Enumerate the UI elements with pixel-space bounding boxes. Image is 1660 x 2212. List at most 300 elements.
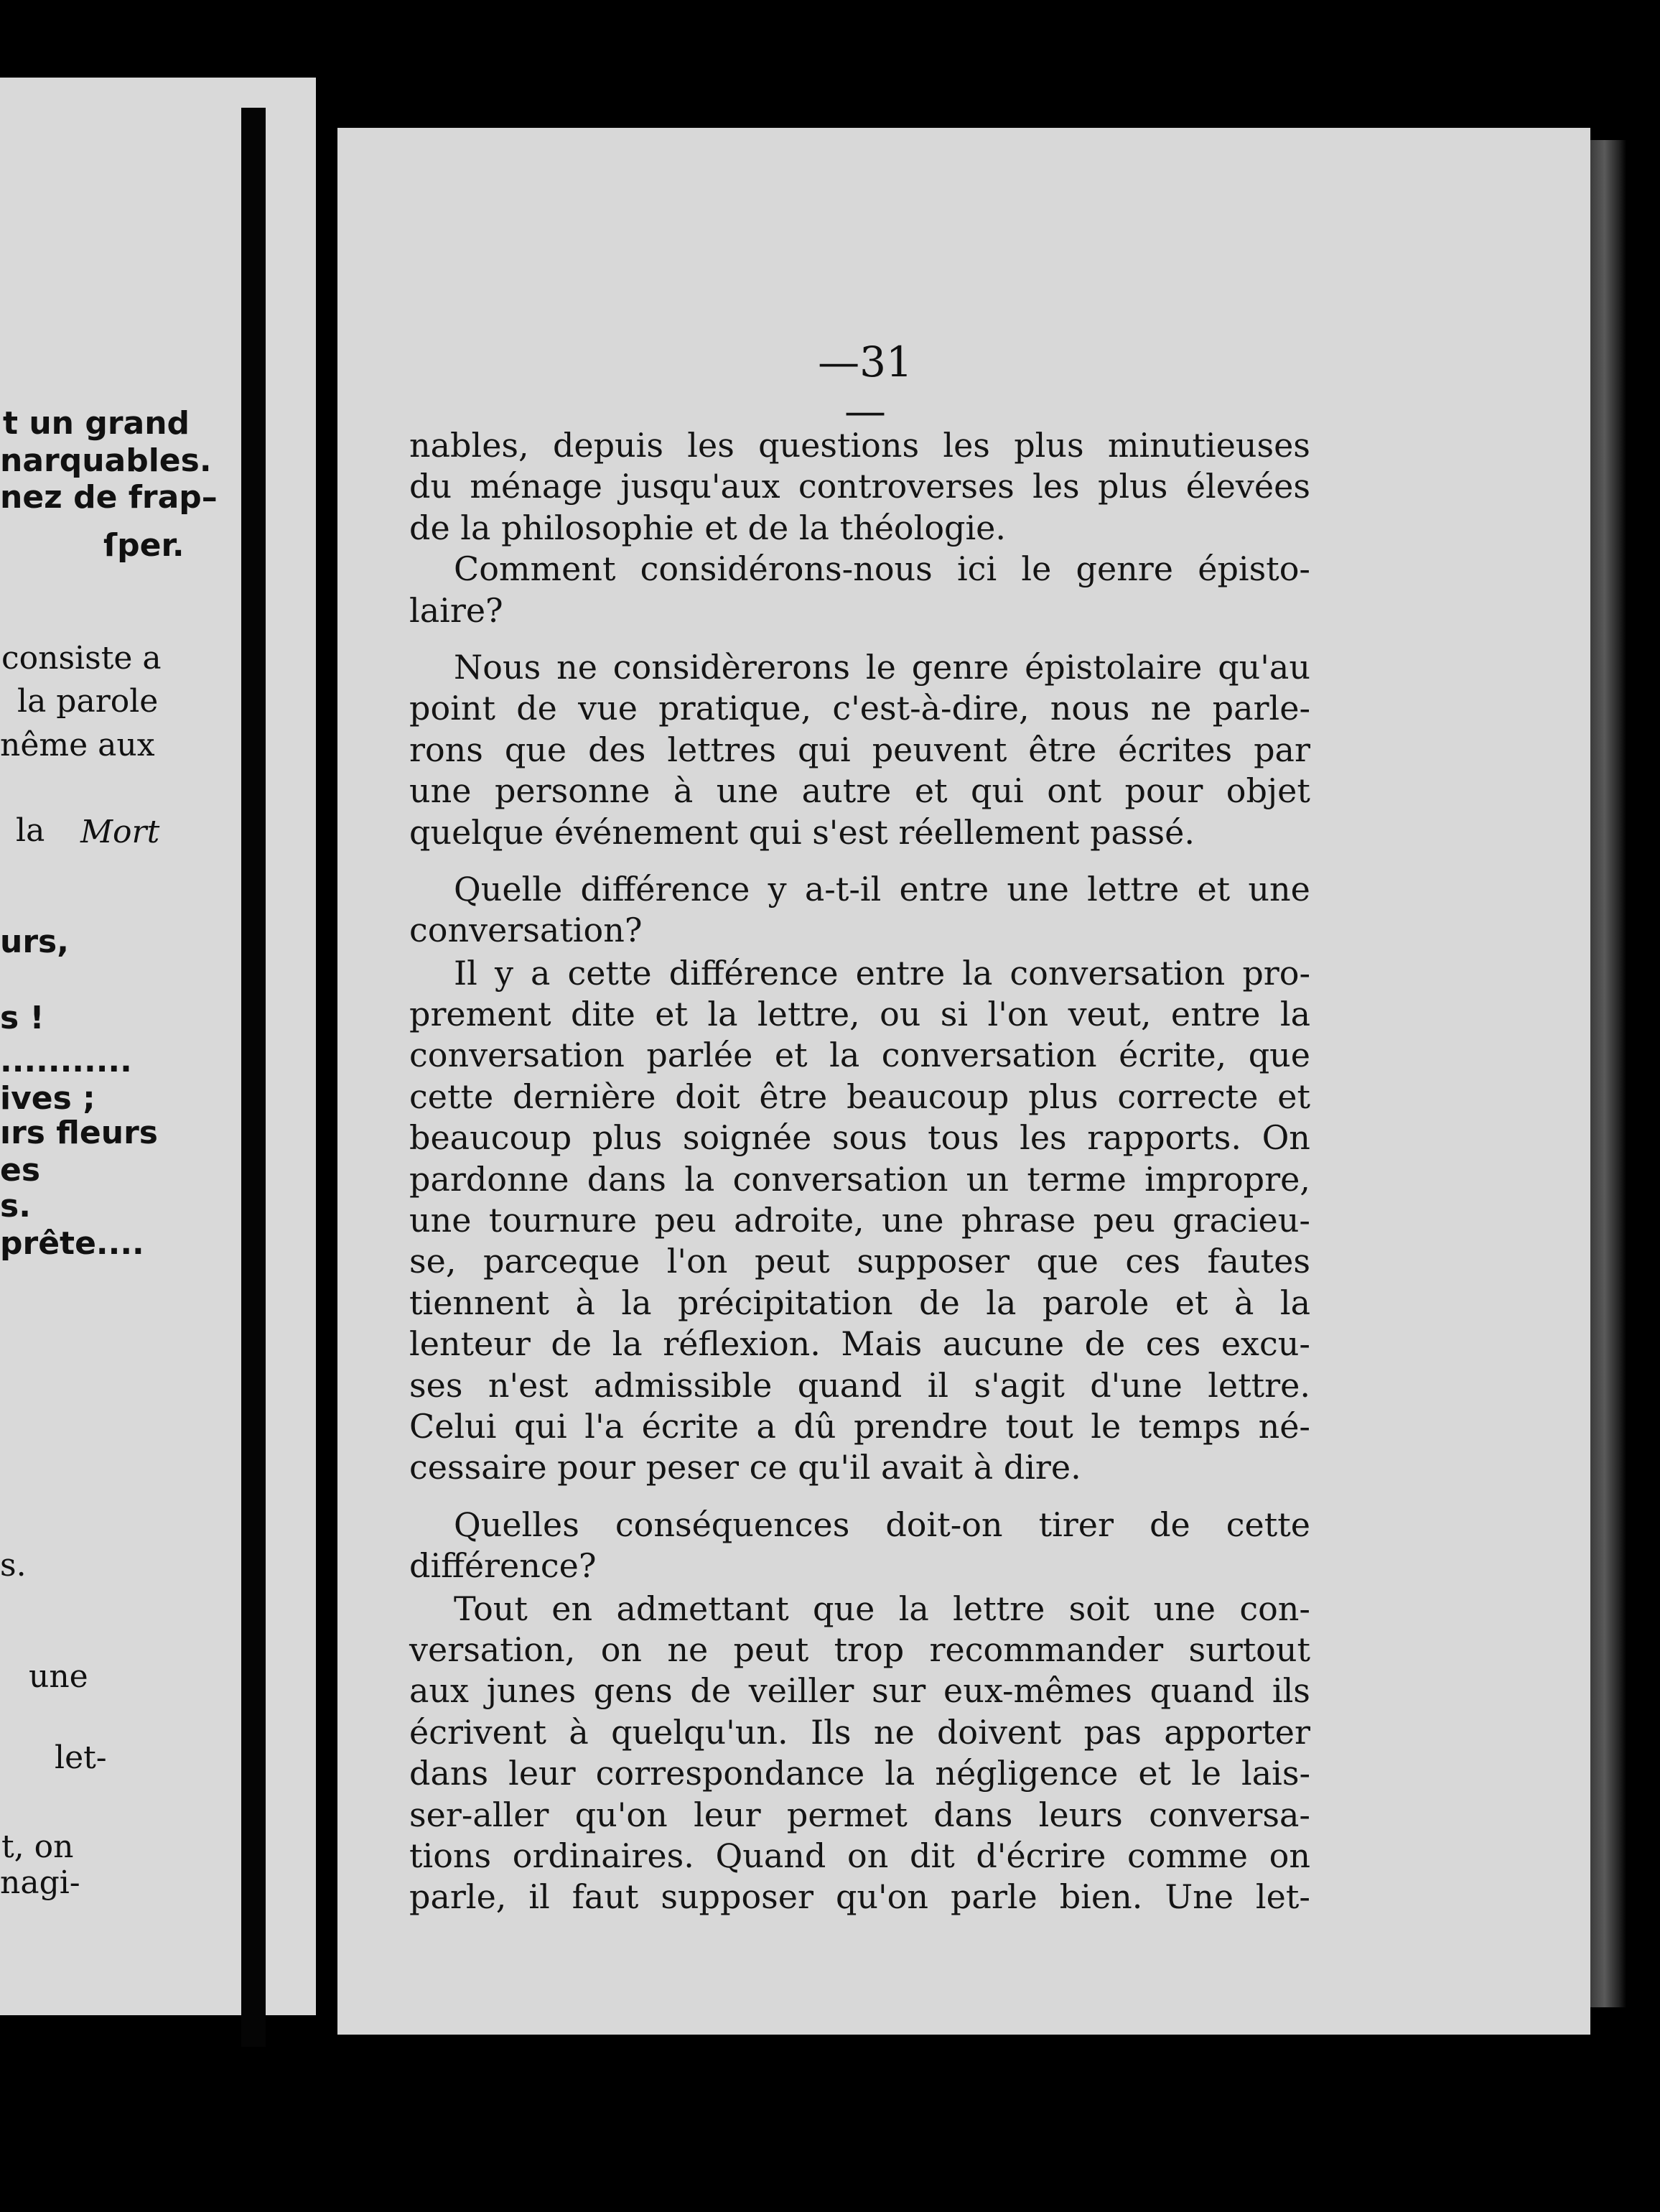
word: a [756,1406,776,1446]
word: entre [855,953,946,993]
word: écrivent [409,1712,547,1752]
word: la [621,1283,652,1322]
word: plus [1028,1077,1099,1116]
word: que [1036,1242,1099,1281]
word: tirer [1038,1505,1114,1544]
word: du [409,467,452,506]
word: ses [409,1365,463,1405]
word: que [504,730,567,769]
word: Mais [841,1324,923,1364]
word: Une [1165,1877,1234,1917]
word: personne [494,771,651,811]
word: temps [1138,1406,1241,1446]
text-line [409,1117,1310,1158]
word: parle, [409,1877,507,1917]
word: cette [409,1077,494,1116]
word: junes [486,1671,577,1711]
word: qui [513,1406,567,1446]
word: différence [668,953,839,993]
word: ne [873,1712,915,1752]
left-line: la [16,812,45,849]
word: il [528,1877,550,1917]
word: pardonne [409,1159,569,1199]
word: depuis [552,426,663,465]
word: une [1248,869,1310,908]
word: adroite, [734,1201,864,1240]
word: Quand [715,1836,826,1875]
word: réellement [898,812,1091,852]
text-line [409,688,1310,729]
word: le [1191,1754,1221,1793]
word: en [551,1589,593,1628]
word: tiennent [409,1283,550,1322]
left-line: prête.... [0,1225,144,1262]
word: dit [910,1836,955,1875]
word: y [494,953,513,993]
word: Celui [409,1406,497,1446]
word: et [655,995,688,1034]
word: dans [933,1795,1013,1834]
word: la [612,1324,643,1364]
word: à [575,1283,595,1322]
word: tous [928,1118,999,1158]
word: une [409,771,472,811]
left-line: nez de frap– [0,479,218,516]
left-line: une [29,1658,88,1695]
word: peu [654,1201,717,1240]
word: quand [1150,1671,1255,1711]
word: admissible [593,1365,773,1405]
word: à [673,771,694,811]
word: bien. [1059,1877,1143,1917]
word: et [774,1036,808,1075]
word: de [1150,1505,1190,1544]
left-line: ives ; [0,1080,95,1117]
left-line: urs, [0,924,69,960]
word: une [1007,869,1069,908]
text-line [409,1795,1310,1836]
left-page-fragment [0,78,316,2015]
word: élevées [1185,467,1310,506]
text-line [409,466,1310,507]
word: et [1197,869,1231,908]
text-line [409,1836,1310,1877]
word: admettant [616,1589,789,1628]
word: conversation [1009,953,1226,993]
word: la [885,1754,915,1793]
word: différence? [409,1546,597,1586]
word: et [1138,1754,1172,1793]
word: ne [667,1630,709,1669]
word: rapports. [1087,1118,1241,1158]
word: versation, [409,1630,576,1669]
word: lais- [1241,1754,1310,1793]
word: impropre, [1144,1159,1310,1199]
word: ordinaires. [512,1836,694,1875]
word: que [813,1589,875,1628]
word: genre [911,647,1009,687]
word: épistolaire [1025,647,1203,687]
word: terme [1027,1159,1127,1199]
word: ne [556,647,597,687]
word: prement [409,995,551,1034]
word: soit [1068,1589,1130,1628]
word: Nous [454,647,541,687]
word: comme [1127,1836,1248,1875]
word: excu- [1221,1324,1310,1364]
word: entre [1170,995,1261,1034]
word: y [768,869,787,908]
word: plus [1098,467,1168,506]
word: l'a [584,1406,625,1446]
word: eux-mêmes [943,1671,1132,1711]
text-line [409,1877,1310,1918]
word: point [409,689,495,728]
word: avait [881,1448,974,1487]
text-line [409,1546,1310,1586]
word: que [1248,1036,1310,1075]
text-line [409,508,1310,549]
word: permet [786,1795,908,1834]
text-line [409,1630,1310,1670]
word: supposer [661,1877,813,1917]
word: apporter [1164,1712,1310,1752]
text-line [409,647,1310,688]
word: ont [1047,771,1102,811]
word: parceque [483,1242,640,1281]
text-line [409,549,1310,590]
word: leurs [1038,1795,1123,1834]
word: ne [1150,689,1192,728]
word: Quelles [454,1505,579,1544]
word: passé. [1090,812,1195,852]
word: et [704,508,748,547]
left-line: t, on [1,1828,74,1865]
word: les [687,426,735,465]
word: leur [694,1795,761,1834]
word: vue [578,689,638,728]
word: ils [1272,1671,1310,1711]
word: et [914,771,948,811]
left-line: s. [0,1547,27,1584]
word: un [966,1159,1009,1199]
word: doit-on [885,1505,1003,1544]
word: ces [1125,1242,1180,1281]
word: conversation [409,1036,625,1075]
text-line [409,994,1310,1035]
word: conséquences [615,1505,850,1544]
word: a [530,953,551,993]
word: quand [797,1365,903,1405]
word: une [882,1201,944,1240]
word: dans [587,1159,666,1199]
text-line [409,1241,1310,1282]
word: une [1153,1589,1216,1628]
word: conversa- [1149,1795,1310,1834]
word: écrites [1118,730,1233,769]
text-line [409,425,1310,466]
text-line [409,771,1310,812]
word: phrase [961,1201,1076,1240]
text-line [409,590,1310,631]
word: doit [675,1077,740,1116]
word: minutieuses [1107,426,1310,465]
page-number: —31— [818,338,913,435]
word: il [927,1365,949,1405]
text-line [409,1589,1310,1630]
word: doivent [936,1712,1062,1752]
word: et [1277,1077,1310,1116]
left-line: es [0,1152,41,1189]
word: écrite, [1119,1036,1227,1075]
word: s'agit [974,1365,1065,1405]
word: qu'on [835,1877,928,1917]
word: lettres [667,730,777,769]
word: controverses [798,467,1015,506]
word: veut, [1068,995,1152,1034]
word: veiller [748,1671,854,1711]
word: pour [557,1448,646,1487]
word: parle [950,1877,1038,1917]
word: qui [797,730,851,769]
text-line [409,869,1310,910]
word: qu'au [1218,647,1310,687]
word: négligence [935,1754,1119,1793]
word: parle- [1212,689,1310,728]
word: considérons-nous [640,549,933,589]
word: de [747,508,799,547]
word: conversation [881,1036,1097,1075]
word: fautes [1207,1242,1310,1281]
word: Comment [454,549,616,589]
word: lenteur [409,1324,531,1364]
word: soignée [682,1118,812,1158]
word: la [1279,995,1310,1034]
word: peser [645,1448,750,1487]
word: s'est [812,812,899,852]
word: plus [592,1118,663,1158]
book-gutter [241,108,266,2047]
left-line: nagi- [0,1864,80,1901]
word: nous [1050,689,1130,728]
word: dans [409,1754,489,1793]
text-line [409,1283,1310,1324]
word: être [1028,730,1097,769]
word: une [409,1201,472,1240]
text-line [409,1406,1310,1447]
word: à [569,1712,589,1752]
word: lettre [1087,869,1180,908]
word: aucune [942,1324,1065,1364]
word: qu'on [574,1795,668,1834]
left-line: Mort [80,814,160,850]
word: peut [754,1242,830,1281]
word: c'est-à-dire, [832,689,1030,728]
word: tournure [488,1201,638,1240]
word: laire? [409,590,503,630]
word: peuvent [872,730,1007,769]
text-line [409,1712,1310,1753]
word: parlée [646,1036,753,1075]
word: jusqu'aux [620,467,780,506]
word: la [684,1159,715,1199]
word: conversation [732,1159,948,1199]
word: considèrerons [612,647,850,687]
word: parole [1042,1283,1150,1322]
word: tout [1005,1406,1073,1446]
word: faut [572,1877,639,1917]
word: Quelle [454,869,563,908]
word: let- [1255,1877,1310,1917]
word: la [829,1036,860,1075]
left-line: narquables. [0,442,212,479]
word: ou [880,995,921,1034]
word: ici [956,549,997,589]
left-line: s. [0,1188,31,1224]
word: à [1234,1283,1254,1322]
word: quelqu'un. [611,1712,788,1752]
left-line: let- [55,1739,107,1776]
word: con- [1239,1589,1310,1628]
word: lettre [953,1589,1045,1628]
text-line [409,1670,1310,1711]
text-line [409,1159,1310,1200]
word: d'une [1090,1365,1183,1405]
word: ces [1145,1324,1201,1364]
word: pro- [1242,953,1310,993]
word: écrite [641,1406,739,1446]
word: la [962,953,993,993]
word: correcte [1117,1077,1259,1116]
word: supposer [857,1242,1009,1281]
page-edge-shadow [1590,140,1626,2007]
word: qui [971,771,1024,811]
word: de [516,689,557,728]
text-line [409,730,1310,771]
word: la [460,508,502,547]
word: de [551,1324,592,1364]
text-line [409,1447,1310,1488]
word: qu'il [798,1448,882,1487]
word: l'on [987,995,1049,1034]
word: différence [580,869,750,908]
word: pratique, [658,689,812,728]
word: se, [409,1242,457,1281]
word: réflexion. [663,1324,821,1364]
word: quelque [409,812,554,852]
left-line: ırs fleurs [0,1115,158,1151]
text-line [409,1035,1310,1076]
text-line [409,812,1310,853]
word: à [973,1448,1004,1487]
word: Il [454,953,477,993]
word: beaucoup [409,1118,572,1158]
word: des [588,730,646,769]
word: de [690,1671,732,1711]
word: qui [748,812,813,852]
word: ménage [470,467,602,506]
word: les [943,426,990,465]
text-line [409,1324,1310,1365]
word: épisto- [1198,549,1310,589]
word: la [986,1283,1017,1322]
word: dernière [512,1077,656,1116]
word: recommander [929,1630,1164,1669]
word: être [759,1077,828,1116]
word: gracieu- [1172,1201,1310,1240]
word: dite [571,995,635,1034]
left-line: la parole [17,683,159,720]
word: on [1269,1836,1310,1875]
word: ser-aller [409,1795,549,1834]
text-line [409,910,1310,951]
word: né- [1258,1406,1310,1446]
word: de [1084,1324,1126,1364]
word: prendre [853,1406,988,1446]
word: d'écrire [976,1836,1106,1875]
word: a-t-il [804,869,882,908]
word: le [1021,549,1052,589]
word: philosophie [501,508,705,547]
word: cette [1226,1505,1310,1544]
word: précipitation [677,1283,893,1322]
text-line [409,1200,1310,1241]
word: peu [1093,1201,1155,1240]
word: autre [801,771,892,811]
word: pour [1124,771,1203,811]
word: la [707,995,738,1034]
word: genre [1076,549,1174,589]
word: gens [593,1671,673,1711]
word: rons [409,730,483,769]
word: les [1032,467,1080,506]
left-line: consiste a [1,640,162,677]
word: trop [834,1630,905,1669]
word: plus [1014,426,1084,465]
left-line: ........... [0,1043,132,1079]
word: si [940,995,969,1034]
word: le [1091,1406,1122,1446]
text-line [409,1077,1310,1117]
left-line: nême aux [0,727,155,763]
word: peut [733,1630,809,1669]
word: cessaire [409,1448,558,1487]
word: par [1254,730,1310,769]
left-line: ſper. [103,527,185,564]
word: lettre. [1208,1365,1310,1405]
word: objet [1226,771,1310,811]
word: les [1020,1118,1067,1158]
word: aux [409,1671,469,1711]
word: dû [793,1406,836,1446]
word: le [865,647,896,687]
word: théologie. [839,508,1007,547]
word: la [798,508,840,547]
word: questions [758,426,920,465]
word: Ils [811,1712,852,1752]
word: l'on [666,1242,728,1281]
word: la [1279,1283,1310,1322]
word: cette [567,953,652,993]
word: la [898,1589,929,1628]
word: événement [554,812,749,852]
word: Tout [454,1589,528,1628]
text-line [409,1505,1310,1546]
word: tions [409,1836,492,1875]
word: sur [872,1671,926,1711]
word: On [1262,1118,1310,1158]
word: beaucoup [847,1077,1009,1116]
